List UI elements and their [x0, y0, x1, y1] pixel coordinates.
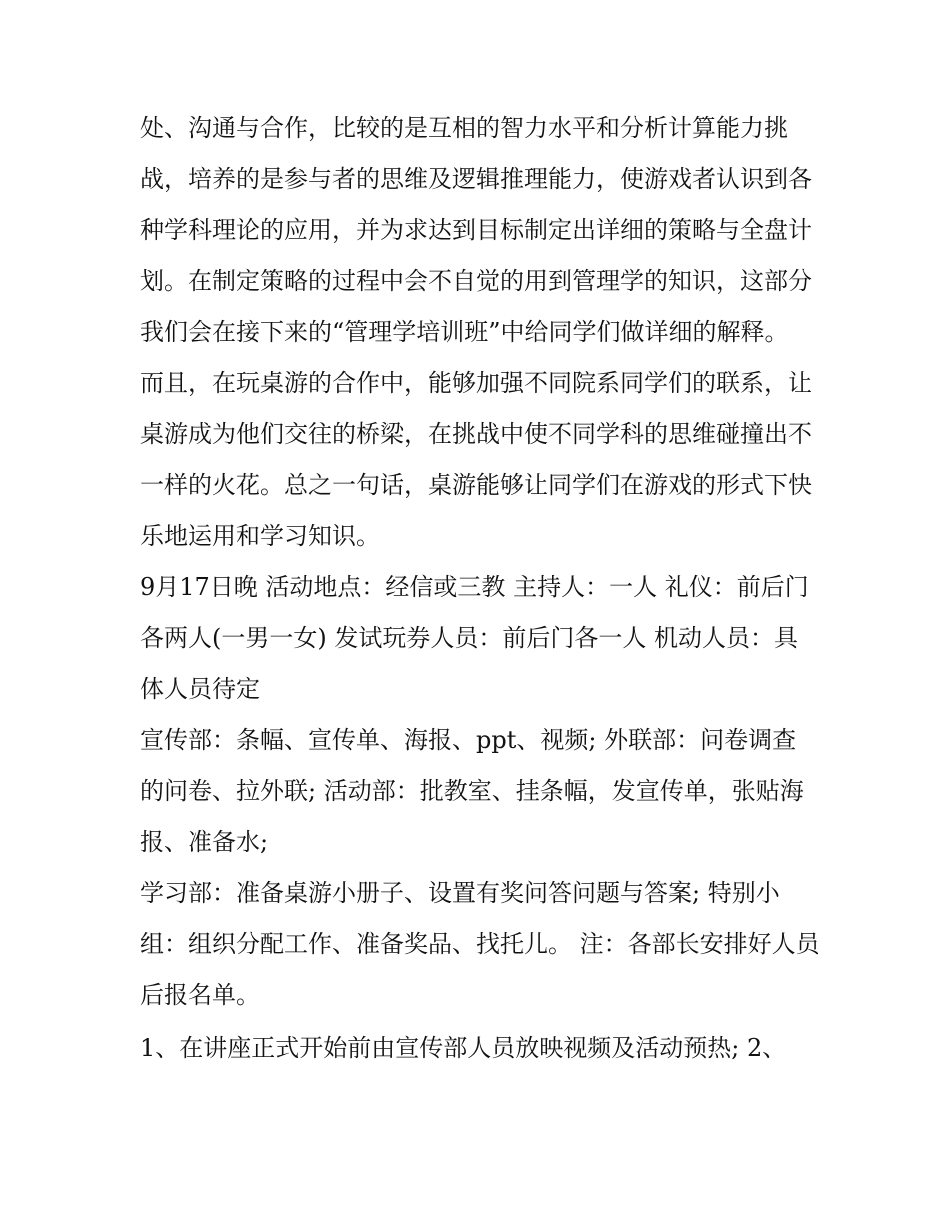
document-body: [140, 103, 820, 1074]
paragraph-procedure: 1、在讲座正式开始前由宣传部人员放映视频及活动预热; 2、: [140, 1034, 787, 1062]
paragraph-cooperation: 而且，在玩桌游的合作中，能够加强不同院系同学们的联系，让桌游成为他们交往的桥梁，在挑战中使不同学科的思维碰撞出不一样的火花。总之一句话，桌游能够让同学们在游戏的形式下快乐地运用和学习知识。: [140, 369, 812, 550]
paragraph-study-department: 学习部：准备桌游小册子、设置有奖问答问题与答案; 特别小组：组织分配工作、准备奖品、找托儿。 注：各部长安排好人员后报名单。: [140, 879, 820, 1009]
paragraph-board-game-benefits: 处、沟通与合作，比较的是互相的智力水平和分析计算能力挑战，培养的是参与者的思维及逻辑推理能力，使游戏者认识到各种学科理论的应用，并为求达到目标制定出详细的策略与全盘计划。在制定策略的过程中会不自觉的用到管理学的知识，这部分我们会在接下来的“管理学培训班”中给同学们做详细的解释。: [140, 114, 812, 346]
paragraph-event-schedule: 9月17日晚 活动地点：经信或三教 主持人：一人 礼仪：前后门各两人(一男一女) 发试玩券人员：前后门各一人 机动人员：具体人员待定: [140, 573, 809, 703]
paragraph-department-tasks: 宣传部：条幅、宣传单、海报、ppt、视频; 外联部：问卷调查的问卷、拉外联; 活动部：批教室、挂条幅，发宣传单，张贴海报、准备水;: [140, 726, 804, 856]
